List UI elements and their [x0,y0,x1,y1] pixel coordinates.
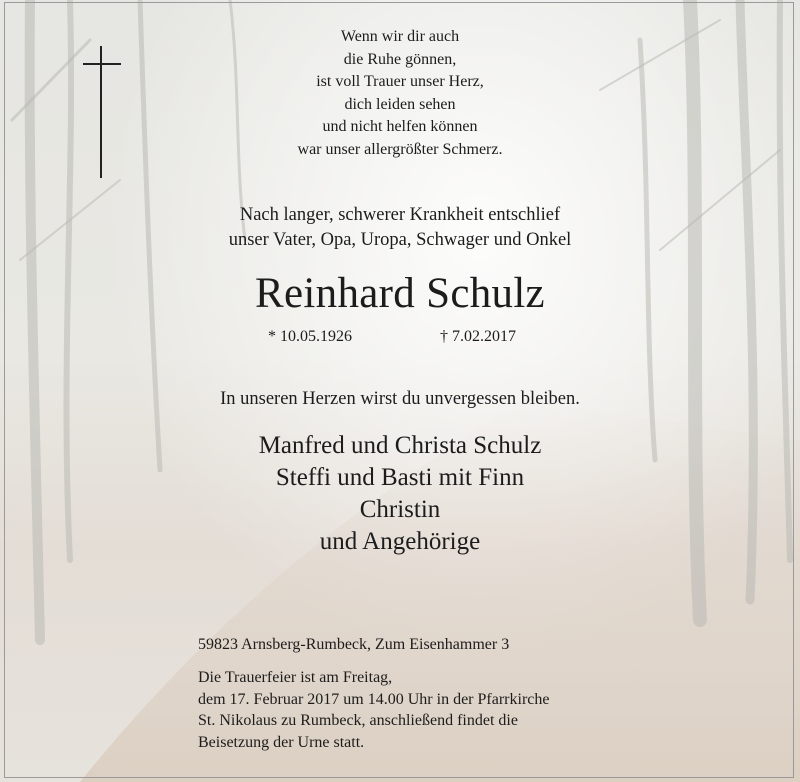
remembrance-text: In unseren Herzen wirst du unvergessen bleiben. [220,389,580,409]
poem [0,26,800,161]
intro-line: unser Vater, Opa, Uropa, Schwager und Onkel [228,230,572,250]
deceased-name: Reinhard Schulz [255,270,545,317]
poem-line: dich leiden sehen [344,95,456,113]
family-line: Christin [359,496,441,523]
family-line: Steffi und Basti mit Finn [275,464,525,491]
service-line: St. Nikolaus zu Rumbeck, anschließend findet die [198,712,518,729]
intro-line: Nach langer, schwerer Krankheit entschlief [239,205,561,225]
poem-line: war unser allergrößter Schmerz. [297,140,503,158]
family-names [0,430,800,558]
family-line: und Angehörige [319,528,481,555]
poem-line: ist voll Trauer unser Herz, [316,73,484,90]
service-line: Beisetzung der Urne statt. [198,733,365,751]
death-date: † 7.02.2017 [440,328,516,345]
service-line: dem 17. Februar 2017 um 14.00 Uhr in der Pfarrkirche [198,690,550,708]
service-line: Die Trauerfeier ist am Freitag, [198,669,393,686]
poem-line: Wenn wir dir auch [340,28,460,45]
poem-line: und nicht helfen können [322,118,478,135]
poem-line: die Ruhe gönnen, [343,50,457,68]
intro-text [0,203,800,253]
address: 59823 Arnsberg-Rumbeck, Zum Eisenhammer 3 [198,636,510,653]
service-info [198,667,549,753]
family-line: Manfred und Christa Schulz [258,432,542,459]
birth-date: * 10.05.1926 [268,328,352,345]
